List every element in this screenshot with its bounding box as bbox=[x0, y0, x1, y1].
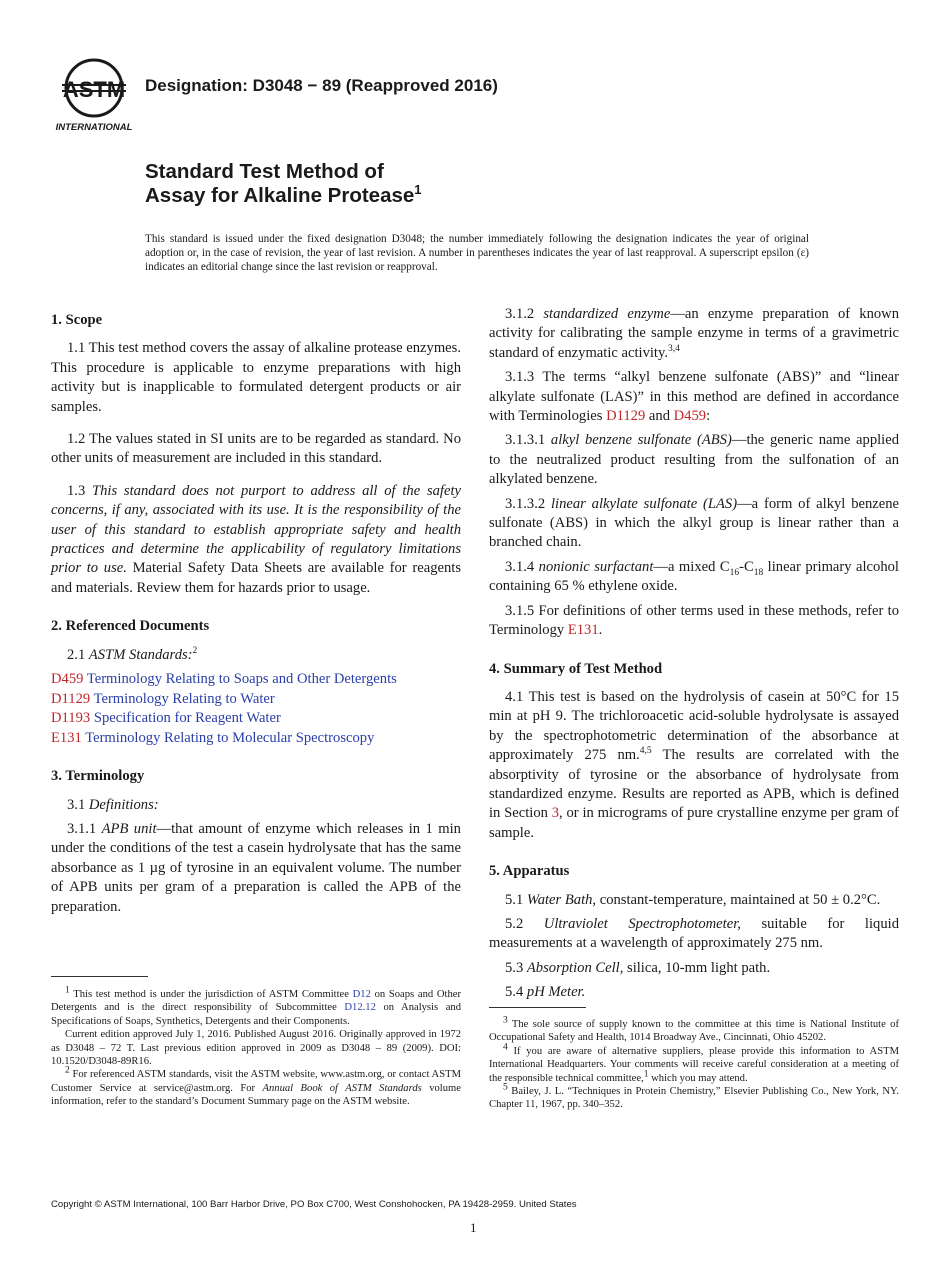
copyright-notice: Copyright © ASTM International, 100 Barr Harbor Drive, PO Box C700, West Conshohocken, PA 19428-2959. United States bbox=[51, 1199, 577, 1210]
para-text: : bbox=[706, 408, 711, 425]
footnotes-right bbox=[489, 1015, 899, 1112]
footnote-text: on Soaps and Other Detergents and is the direct responsibility of Subcommittee bbox=[51, 989, 461, 1014]
reference-code-link[interactable]: D459 bbox=[51, 671, 84, 688]
paragraph-1-1: 1.1 This test method covers the assay of alkaline protease enzymes. This procedure is applicable to enzyme preparations with high activity but is inapplicable to formulated detergent products or air samples. bbox=[51, 340, 461, 415]
reference-item[interactable] bbox=[51, 729, 461, 749]
para-number: 3.1.1 bbox=[67, 820, 102, 837]
paragraph-5-3 bbox=[489, 959, 899, 978]
footnote-1 bbox=[51, 985, 461, 1028]
paragraph-3-1-2 bbox=[489, 305, 899, 363]
term: linear alkylate sulfonate (LAS) bbox=[550, 495, 738, 512]
astm-logo bbox=[52, 56, 136, 134]
term: Absorption Cell, bbox=[526, 959, 624, 976]
footnote-text: Bailey, J. L. “Techniques in Protein Chemistry,” Elsevier Publishing Co., New York, NY. Chapter 11, 1967, pp. 340–352. bbox=[489, 1086, 899, 1111]
reference-title-link[interactable]: Terminology Relating to Water bbox=[93, 690, 275, 707]
paragraph-2-1 bbox=[51, 646, 461, 665]
footnote-text: This test method is under the jurisdiction of ASTM Committee bbox=[69, 989, 353, 1000]
para-number: 5.1 bbox=[505, 891, 527, 908]
standard-notice: This standard is issued under the fixed designation D3048; the number immediately following the designation indicates the year of original adoption or, in the case of revision, the year of last revision. A number in parentheses indicates the year of last reapproval. A superscript epsilon (ε) indicates an editorial change since the last revision or reapproval. bbox=[145, 233, 809, 273]
reference-link[interactable]: E131 bbox=[567, 622, 599, 639]
footnote-5 bbox=[489, 1082, 899, 1112]
footnote-text: For referenced ASTM standards, visit the ASTM website, www.astm.org, or contact ASTM Customer Service at service@astm.org. For bbox=[51, 1069, 461, 1094]
paragraph-3-1-3-2 bbox=[489, 495, 899, 553]
para-text: suitable for liquid measurements at a wavelength of approximately 275 nm. bbox=[489, 915, 899, 952]
footnotes-left bbox=[51, 985, 461, 1109]
para-text: —the generic name applied to the neutralized product resulting from the sulfonation of an alkylated benzene. bbox=[489, 432, 899, 488]
footnote-4 bbox=[489, 1042, 899, 1085]
reference-item[interactable] bbox=[51, 709, 461, 729]
term: Water Bath, bbox=[526, 891, 597, 908]
paragraph-4-1 bbox=[489, 688, 899, 843]
term: Ultraviolet Spectrophotometer, bbox=[543, 915, 741, 932]
footnote-mark: 2 bbox=[65, 1065, 70, 1076]
committee-link[interactable]: D12 bbox=[352, 989, 371, 1000]
footnote-mark: 3,4 bbox=[667, 343, 680, 354]
footnote-mark: 4 bbox=[503, 1042, 508, 1053]
paragraph-3-1-1 bbox=[51, 820, 461, 917]
footnote-text: which you may attend. bbox=[648, 1072, 748, 1084]
footnote-mark: 1 bbox=[65, 985, 70, 996]
footnote-2 bbox=[51, 1065, 461, 1108]
safety-caveat: This standard does not purport to address all of the safety concerns, if any, associated with its use. It is the responsibility of the user of this standard to establish appropriate safety and health practices and determine the applicability of regulatory limitations prior to use. bbox=[51, 482, 461, 577]
reference-code-link[interactable]: E131 bbox=[51, 729, 82, 746]
footnote-3 bbox=[489, 1015, 899, 1045]
section-heading-referenced: 2. Referenced Documents bbox=[51, 618, 210, 635]
footnote-mark: 4,5 bbox=[639, 746, 652, 757]
para-text: 4.1 This test is based on the hydrolysis of casein at 50°C for 15 min at pH 9. The trichloroacetic acid-soluble hydrolysate is assayed by the spectrophotometric determination of the absorbance at approximately 275 nm. bbox=[489, 688, 899, 764]
paragraph-1-3 bbox=[51, 482, 461, 598]
section-heading-terminology: 3. Terminology bbox=[51, 768, 145, 785]
reference-title-link[interactable]: Terminology Relating to Molecular Spectroscopy bbox=[85, 729, 375, 746]
reference-link[interactable]: D459 bbox=[673, 408, 707, 425]
para-number: 3.1.3.1 bbox=[505, 432, 551, 449]
para-text: Material Safety Data Sheets are available for reagents and materials. Review them for hazards prior to usage. bbox=[51, 560, 461, 596]
logo-subtext: INTERNATIONAL bbox=[55, 122, 133, 133]
reference-title-link[interactable]: Terminology Relating to Soaps and Other Detergents bbox=[86, 671, 397, 688]
paragraph-1-2: 1.2 The values stated in SI units are to be regarded as standard. No other units of measurement are included in this standard. bbox=[51, 431, 461, 467]
para-text: silica, 10-mm light path. bbox=[623, 959, 771, 976]
reference-code-link[interactable]: D1129 bbox=[51, 690, 91, 707]
title-line-2 bbox=[145, 184, 422, 208]
footnote-mark: 5 bbox=[503, 1082, 508, 1093]
para-number: 5.3 bbox=[505, 959, 527, 976]
footnote-mark: 2 bbox=[192, 645, 198, 656]
paragraph-3-1-3-1 bbox=[489, 431, 899, 489]
reference-item[interactable] bbox=[51, 690, 461, 710]
title-text: Assay for Alkaline Protease bbox=[145, 184, 415, 207]
left-column bbox=[51, 305, 461, 922]
para-text: constant-temperature, maintained at 50 ± 0.2°C. bbox=[596, 891, 881, 908]
term: pH Meter. bbox=[526, 984, 586, 1001]
para-text: . bbox=[598, 622, 603, 639]
footnote-text: The sole source of supply known to the committee at this time is National Institute of Occupational Safety and Health, 1014 Broadway Ave., Cincinnati, Ohio 45202. bbox=[489, 1019, 899, 1044]
paragraph-3-1-3 bbox=[489, 368, 899, 426]
document-title bbox=[145, 160, 422, 208]
footnote-text: on Analysis and Specifications of Soaps, Synthetics, Detergents and their Components. bbox=[51, 1002, 461, 1027]
para-number: 3.1.2 bbox=[505, 306, 544, 322]
term: standardized enzyme bbox=[543, 306, 671, 322]
para-number: 5.4 bbox=[505, 984, 527, 1001]
designation: Designation: D3048 − 89 (Reapproved 2016) bbox=[145, 76, 498, 95]
subscript: 18 bbox=[753, 567, 764, 578]
para-text: linear primary alcohol containing 65 % ethylene oxide. bbox=[489, 558, 899, 595]
paragraph-3-1 bbox=[51, 796, 461, 815]
page-number: 1 bbox=[470, 1220, 477, 1235]
title-line-1: Standard Test Method of bbox=[145, 160, 384, 183]
para-text: —a mixed C bbox=[653, 558, 730, 575]
para-text: 3.1.5 For definitions of other terms used in these methods, refer to Terminology bbox=[489, 602, 899, 639]
para-text: —that amount of enzyme which releases in 1 min under the conditions of the test a casein hydrolysate that has the same absorbance as 1 µg of tyrosine in an equivalent volume. The number of APB units per gram of a preparation is called the APB of the preparation. bbox=[51, 820, 461, 915]
para-number: 5.2 bbox=[505, 915, 544, 932]
para-text: The results are correlated with the absorptivity of tyrosine or the absorbance of hydrolysate from standardized enzyme. Results are reported as APB, which is defined in Section bbox=[489, 747, 899, 822]
section-link[interactable]: 3 bbox=[551, 805, 560, 822]
term: APB unit bbox=[101, 820, 157, 837]
paragraph-5-4 bbox=[489, 983, 899, 1002]
paragraph-5-1 bbox=[489, 891, 899, 910]
reference-title-link[interactable]: Specification for Reagent Water bbox=[93, 710, 281, 727]
term: nonionic surfactant bbox=[538, 558, 654, 575]
logo-text: ASTM bbox=[62, 77, 126, 102]
para-text: , or in micrograms of pure crystalline enzyme per gram of sample. bbox=[489, 805, 899, 841]
footnote-divider bbox=[51, 976, 148, 977]
footnote-divider bbox=[489, 1007, 586, 1008]
subscript: 16 bbox=[729, 567, 740, 578]
paragraph-5-2 bbox=[489, 915, 899, 954]
para-text: 3.1.3 The terms “alkyl benzene sulfonate (ABS)” and “linear alkylate sulfonate (LAS)” in this method are defined in accordance with Terminologies bbox=[489, 369, 899, 425]
definitions-label: Definitions: bbox=[88, 796, 159, 813]
footnote-mark: 3 bbox=[503, 1015, 508, 1026]
paragraph-3-1-4 bbox=[489, 558, 899, 597]
para-number: 3.1.4 bbox=[505, 558, 539, 575]
right-column bbox=[489, 305, 899, 1008]
footnote-text: volume information, refer to the standard’s Document Summary page on the ASTM website. bbox=[51, 1082, 461, 1108]
astm-standards-label: ASTM Standards: bbox=[88, 646, 193, 663]
para-text: —an enzyme preparation of known activity for calibrating the sample enzyme in terms of a gravimetric standard of enzymatic activity. bbox=[489, 306, 899, 361]
para-text: and bbox=[645, 408, 674, 425]
footnote-1-edition: Current edition approved July 1, 2016. Published August 2016. Originally approved in 1972 as D3048 – 72 T. Last previous edition approved in 2009 as D3048 – 89 (2009). DOI: 10.1520/D3048-89R16. bbox=[51, 1029, 461, 1068]
para-number: 3.1 bbox=[67, 796, 89, 813]
subcommittee-link[interactable]: D12.12 bbox=[344, 1002, 376, 1014]
reference-link[interactable]: D1129 bbox=[606, 408, 646, 425]
section-heading-apparatus: 5. Apparatus bbox=[489, 863, 570, 880]
book-title: Annual Book of ASTM Standards bbox=[262, 1082, 422, 1094]
para-number: 1.3 bbox=[67, 482, 93, 499]
title-footnote-mark: 1 bbox=[414, 182, 422, 198]
para-text: -C bbox=[739, 558, 754, 575]
paragraph-3-1-5 bbox=[489, 602, 899, 641]
footnote-text: If you are aware of alternative suppliers, please provide this information to ASTM International Headquarters. Your comments will receive careful consideration at a meeting of the responsible technical committee, bbox=[489, 1045, 899, 1084]
referenced-documents-list bbox=[51, 670, 461, 748]
section-heading-summary: 4. Summary of Test Method bbox=[489, 660, 663, 677]
term: alkyl benzene sulfonate (ABS) bbox=[550, 432, 732, 449]
para-number: 3.1.3.2 bbox=[505, 495, 551, 512]
section-heading-scope: 1. Scope bbox=[51, 312, 103, 328]
para-text: —a form of alkyl benzene sulfonate (ABS) in which the alkyl group is linear rather than a branched chain. bbox=[489, 495, 899, 551]
para-number: 2.1 bbox=[67, 646, 89, 663]
reference-item[interactable] bbox=[51, 670, 461, 690]
reference-code-link[interactable]: D1193 bbox=[51, 710, 91, 727]
footnote-mark: 1 bbox=[643, 1069, 649, 1080]
